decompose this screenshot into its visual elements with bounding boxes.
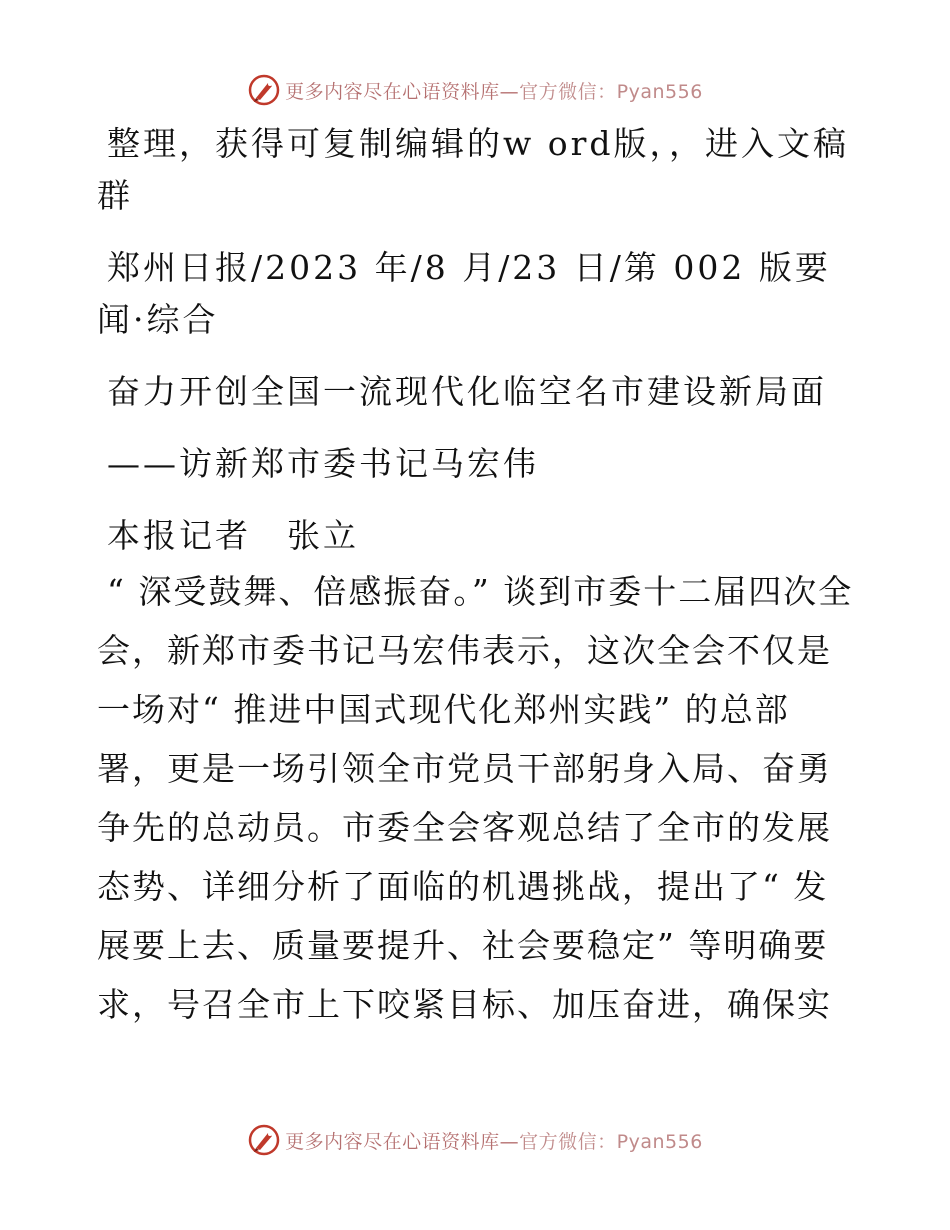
document-body [97,118,857,1034]
body-paragraph: “ 深受鼓舞、倍感振奋。” 谈到市委十二届四次全会，新郑市委书记马宏伟表示，这次全会不仅是一场对“ 推进中国式现代化郑州实践” 的总部署，更是一场引领全市党员干部躬身入局、奋勇争先的总动员。市委全会客观总结了全市的发展态势、详细分析了面临的机遇挑战，提出了“ 发展要上去、质量要提升、社会要稳定” 等明确要求，号召全市上下咬紧目标、加压奋进，确保实 [97,572,854,1024]
footer-watermark [0,1120,950,1160]
watermark-text-bottom [285,1127,703,1154]
byline: 本报记者 张立 [107,516,359,555]
header-watermark [0,70,950,110]
watermark-group [247,73,703,107]
watermark-site-name: 更多内容尽在心语资料库 [285,80,500,103]
watermark-text [285,77,703,104]
watermark-dash-bottom: — [499,1130,520,1153]
subheadline: ——访新郑市委书记马宏伟 [107,444,539,483]
watermark-site-name-bottom: 更多内容尽在心语资料库 [285,1130,500,1153]
pen-logo-icon [247,73,281,107]
watermark-dash: — [499,80,520,103]
intro-paragraph: 整理，获得可复制编辑的w ord版，，进入文稿群 [97,124,850,215]
watermark-wechat: 官方微信：Pyan556 [519,80,703,103]
source-line: 郑州日报/2023 年/8 月/23 日/第 002 版要闻·综合 [97,248,831,339]
watermark-wechat-bottom: 官方微信：Pyan556 [519,1130,703,1153]
headline: 奋力开创全国一流现代化临空名市建设新局面 [107,372,827,411]
pen-logo-icon [247,1123,281,1157]
watermark-group-bottom [247,1123,703,1157]
